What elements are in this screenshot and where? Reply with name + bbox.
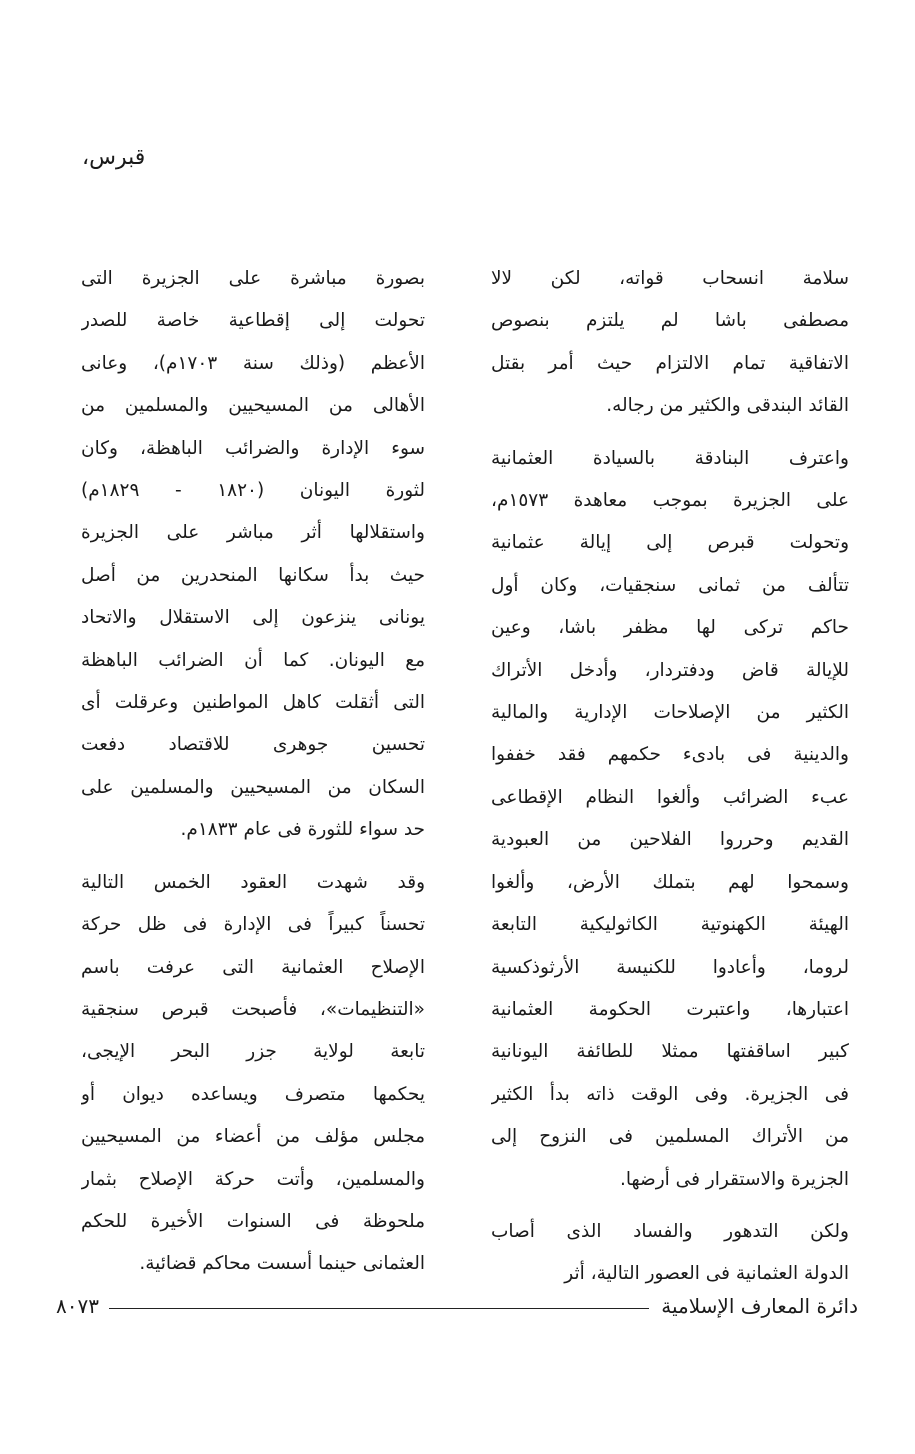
text-line: تابعة لولاية جزر البحر الإيجى،: [81, 1041, 425, 1063]
text-line: وتحولت قبرص إلى إيالة عثمانية: [491, 532, 849, 554]
text-line: تتألف من ثمانى سنجقيات، وكان أول: [491, 574, 849, 596]
running-header: قبرس،: [82, 145, 146, 170]
text-line: القائد البندقى والكثير من رجاله.: [606, 395, 849, 417]
text-line: القديم وحرروا الفلاحين من العبودية: [491, 829, 849, 851]
text-line: سوء الإدارة والضرائب الباهظة، وكان: [81, 437, 425, 459]
text-column-right: [491, 258, 849, 1296]
text-line: الجزيرة والاستقرار فى أرضها.: [619, 1168, 849, 1190]
text-line: اعتبارها، واعتبرت الحكومة العثمانية: [491, 998, 849, 1020]
text-line: ملحوظة فى السنوات الأخيرة للحكم: [81, 1210, 425, 1232]
left-column-paragraph-1: [81, 258, 425, 852]
right-column-paragraph-3: [491, 1211, 849, 1296]
text-line: مجلس مؤلف من أعضاء من المسيحيين: [81, 1126, 425, 1148]
text-line: حيث بدأ سكانها المنحدرين من أصل: [81, 564, 425, 586]
text-line: لثورة اليونان (١٨٢٠ - ١٨٢٩م): [81, 480, 425, 502]
text-line: حد سواء للثورة فى عام ١٨٣٣م.: [180, 819, 425, 841]
text-line: والدينية فى بادىء حكمهم فقد خففوا: [491, 744, 849, 766]
text-line: عبء الضرائب وألغوا النظام الإقطاعى: [491, 786, 849, 808]
text-line: السكان من المسيحيين والمسلمين على: [81, 776, 425, 798]
text-line: الاتفاقية تمام الالتزام حيث أمر بقتل: [491, 352, 849, 374]
text-line: الكثير من الإصلاحات الإدارية والمالية: [491, 702, 849, 724]
text-line: فى الجزيرة. وفى الوقت ذاته بدأ الكثير: [491, 1083, 849, 1105]
right-column-paragraph-1: [491, 258, 849, 428]
text-line: والمسلمين، وأتت حركة الإصلاح بثمار: [81, 1168, 425, 1190]
text-line: حاكم تركى لها مظفر باشا، وعين: [491, 617, 849, 639]
text-line: على الجزيرة بموجب معاهدة ١٥٧٣م،: [491, 490, 849, 512]
text-line: للإيالة قاض ودفتردار، وأدخل الأتراك: [491, 659, 849, 681]
page-footer: [56, 1286, 858, 1326]
text-line: تحسين جوهرى للاقتصاد دفعت: [81, 734, 425, 756]
paragraph-gap: [81, 852, 425, 862]
text-line: بصورة مباشرة على الجزيرة التى: [81, 268, 425, 289]
text-line: واعترف البنادقة بالسيادة العثمانية: [491, 447, 849, 469]
text-line: وسمحوا لهم بتملك الأرض، وألغوا: [491, 871, 849, 893]
text-line: تحسناً كبيراً فى الإدارة فى ظل حركة: [81, 914, 425, 936]
text-line: الإصلاح العثمانية التى عرفت باسم: [81, 956, 425, 978]
paragraph-gap: [491, 428, 849, 438]
right-column-paragraph-2: [491, 438, 849, 1201]
text-line: «التنظيمات»، فأصبحت قبرص سنجقية: [81, 998, 425, 1020]
text-line: الأهالى من المسيحيين والمسلمين من: [81, 395, 425, 417]
footer-rule: [109, 1308, 649, 1309]
page-number: ٨٠٧٣: [56, 1294, 99, 1318]
text-line: تحولت إلى إقطاعية خاصة للصدر: [81, 310, 425, 332]
text-line: ولكن التدهور والفساد الذى أصاب: [491, 1220, 849, 1242]
text-column-left: [81, 258, 425, 1286]
text-line: مع اليونان. كما أن الضرائب الباهظة: [81, 649, 425, 671]
text-line: من الأتراك المسلمين فى النزوح إلى: [491, 1126, 849, 1148]
text-line: الدولة العثمانية فى العصور التالية، أثر: [564, 1263, 849, 1285]
paragraph-gap: [491, 1201, 849, 1211]
text-line: يحكمها متصرف ويساعده ديوان أو: [81, 1083, 425, 1105]
text-line: كبير اساقفتها ممثلا للطائفة اليونانية: [491, 1041, 849, 1063]
text-line: التى أثقلت كاهل المواطنين وعرقلت أى: [81, 692, 425, 714]
left-column-paragraph-2: [81, 862, 425, 1286]
text-line: سلامة انسحاب قواته، لكن لالا: [491, 268, 849, 289]
text-line: واستقلالها أثر مباشر على الجزيرة: [81, 522, 425, 544]
text-line: مصطفى باشا لم يلتزم بنصوص: [491, 310, 849, 332]
text-line: العثمانى حينما أسست محاكم قضائية.: [139, 1253, 425, 1275]
text-line: لروما، وأعادوا للكنيسة الأرثوذكسية: [491, 956, 849, 978]
text-line: وقد شهدت العقود الخمس التالية: [81, 871, 425, 893]
text-line: الأعظم (وذلك سنة ١٧٠٣م)، وعانى: [81, 352, 425, 374]
text-line: الهيئة الكهنوتية الكاثوليكية التابعة: [491, 914, 849, 936]
encyclopedia-title: دائرة المعارف الإسلامية: [661, 1294, 858, 1318]
text-line: يونانى ينزعون إلى الاستقلال والاتحاد: [81, 607, 425, 629]
